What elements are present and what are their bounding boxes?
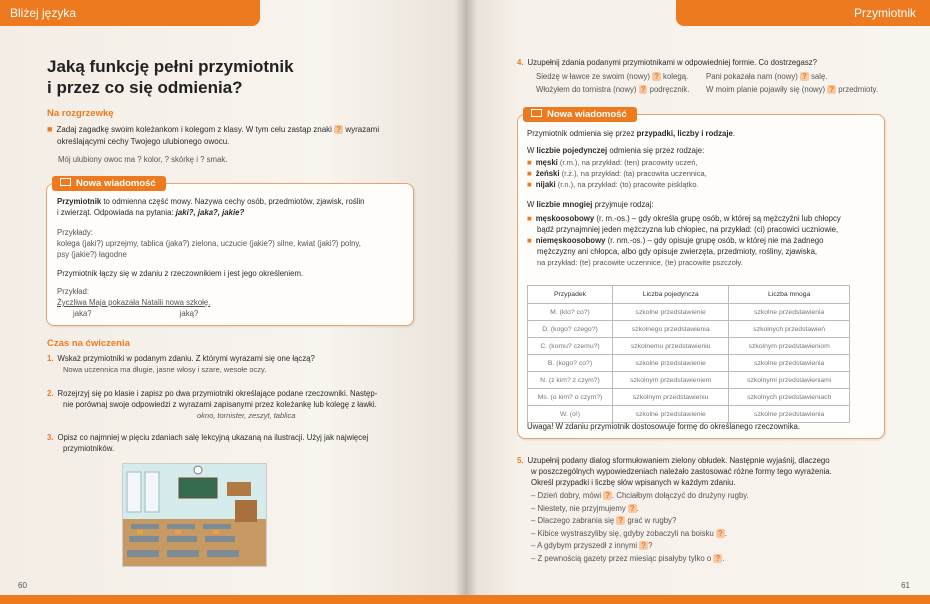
plural-genders: ■ męskoosobowy (r. m.-os.) – gdy określa grupę osób, w której są mężczyźni lub chłopcy bądź przynajmniej jeden mężczyzna lub chłopiec, na przykład: (ci) pracowici uczniowie, ■ niemęskoosobowy (r. nm.-os.) – gdy opisuje grupę osób, w której nie ma żadnego mężczyzny ani chłopca, albo gdy opisuje zwierzęta, przedmioty, rośliny, zjawiska, na przykład: (te) pracowite uczennice, (te) pracowite pszczoły. (527, 214, 841, 267)
table-header: Przypadek (528, 286, 613, 304)
table-header: Liczba pojedyncza (613, 286, 729, 304)
envelope-icon (60, 178, 71, 186)
table-row (528, 355, 850, 372)
book-gutter (455, 0, 477, 604)
ex4-sentence-4: W moim planie pojawiły się (nowy) ? przedmioty. (706, 85, 878, 94)
table-header-row (528, 286, 850, 304)
dialog-line: – Dlaczego zabrania się ? grać w rugby? (531, 516, 677, 525)
warmup-text: ■ Zadaj zagadkę swoim koleżankom i kolegom z klasy. W tym celu zastąp znaki ? wyrazami określającymi cechy Twojego ulubionego owocu. (47, 124, 380, 146)
table-row (528, 372, 850, 389)
table-cell: szkolne przedstawienie (613, 406, 729, 423)
ex4-sentence-2: Pani pokazała nam (nowy) ? salę. (706, 72, 828, 81)
table-cell: szkolnymi przedstawieniami (729, 372, 850, 389)
header-tab-left: Bliżej języka (0, 0, 260, 26)
table-header: Liczba mnoga (729, 286, 850, 304)
table-cell: C. (komu? czemu?) (528, 338, 613, 355)
table-row (528, 406, 850, 423)
table-cell: szkolnych przedstawień (729, 321, 850, 338)
table-cell: szkolnego przedstawienia (613, 321, 729, 338)
note-text: Uwaga! W zdaniu przymiotnik dostosowuje formę do określanego rzeczownika. (527, 422, 801, 431)
definition-text: Przymiotnik to odmienna część mowy. Nazywa cechy osób, przedmiotów, zjawisk, roślin i zwierząt. Odpowiada na pytania: jaki?, jaka?, jakie? (57, 197, 365, 217)
singular-genders: ■ męski (r.m.), na przykład: (ten) pracowity uczeń, ■ żeński (r.ż.), na przykład: (ta) pracowita uczennica, ■ nijaki (r.n.), na przykład: (to) pracowite pisklątko. (527, 158, 707, 189)
dialog-line: – A gdybym przyszedł z innymi ? ? (531, 541, 653, 550)
dialog-line: – Niestety, nie przyjmujemy ? . (531, 503, 639, 513)
table-cell: szkolnemu przedstawieniu (613, 338, 729, 355)
news-label-left: Nowa wiadomość (52, 176, 166, 191)
table-cell: szkolne przedstawienia (729, 355, 850, 372)
warmup-example: Mój ulubiony owoc ma ? kolor, ? skórkę i ? smak. (58, 155, 228, 164)
table-cell: M. (kto? co?) (528, 304, 613, 321)
page-title: Jaką funkcję pełni przymiotnik i przez co się odmienia? (47, 57, 294, 97)
ex4-sentence-1: Siedzę w ławce ze swoim (nowy) ? kolegą. (536, 72, 689, 81)
exercise-5: 5. Uzupełnij podany dialog sformułowaniem zielony obłudek. Następnie wyjaśnij, dlaczego w poszczególnych wypowiedzeniach należało zastosować różne formy tego wyrażenia. Określ przypadki i liczbę słów wpisanych w każdym zdaniu. (517, 456, 832, 487)
table-cell: szkolne przedstawienia (729, 304, 850, 321)
table-cell: W. (o!) (528, 406, 613, 423)
table-row (528, 321, 850, 338)
table-cell: N. (z kim? z czym?) (528, 372, 613, 389)
warmup-heading: Na rozgrzewkę (47, 108, 114, 119)
exercise-1: 1. Wskaż przymiotniki w podanym zdaniu. Z którymi wyrazami się one łączą? Nowa uczennica ma długie, jasne włosy i szare, wesołe oczy. (47, 354, 315, 374)
table-cell: Ms. (o kim? o czym?) (528, 389, 613, 406)
example-block: Przykład: Życzliwa Maja pokazała Natalii nowa szkołę. jaka? jaką? (57, 287, 211, 318)
table-cell: B. (kogo? co?) (528, 355, 613, 372)
table-cell: szkolnym przedstawieniem (613, 372, 729, 389)
dialog-line: – Z pewnością gazety przez miesiąc pisałyby tylko o ? . (531, 553, 725, 563)
plural-intro: W liczbie mnogiej przyjmuje rodzaj: (527, 200, 654, 209)
table-cell: szkolne przedstawienia (729, 406, 850, 423)
bottom-bar (0, 595, 930, 604)
page-number-right: 61 (901, 581, 910, 590)
page-number-left: 60 (18, 581, 27, 590)
exercises-heading: Czas na ćwiczenia (47, 338, 130, 349)
exercise-2: 2. Rozejrzyj się po klasie i zapisz po dwa przymiotniki określające podane rzeczowniki. Następ- nie porównaj swoje odpowiedzi z wyrazami zapisanymi przez koleżankę lub kolegę z ławki. okno, tornister, zeszyt, tablica (47, 389, 378, 420)
dialog-line: – Kibice wystraszyliby się, gdyby zobaczyli na boisku ? . (531, 528, 727, 538)
table-cell: szkolnych przedstawieniach (729, 389, 850, 406)
singular-intro: W liczbie pojedynczej odmienia się przez rodzaje: (527, 146, 705, 155)
news-label-right: Nowa wiadomość (523, 107, 637, 122)
header-tab-right: Przymiotnik (676, 0, 930, 26)
examples-block: Przykłady: kolega (jaki?) uprzejmy, tablica (jaka?) zielona, uczucie (jakie?) silne, kwiat (jaki?) polny, psy (jakie?) łagodne (57, 228, 361, 259)
ex4-sentence-3: Włożyłem do tornistra (nowy) ? podręcznik. (536, 85, 690, 94)
dialog-line: – Dzień dobry, mówi ? . Chciałbym dołączyć do drużyny rugby. (531, 491, 749, 500)
table-cell: szkolnym przedstawieniom (729, 338, 850, 355)
exercise-3: 3. Opisz co najmniej w pięciu zdaniach salę lekcyjną ukazaną na ilustracji. Użyj jak najwięcej przymiotników. (47, 433, 369, 453)
table-row (528, 389, 850, 406)
table-row (528, 338, 850, 355)
classroom-picture (123, 464, 266, 566)
declension-table (527, 285, 850, 423)
envelope-icon (531, 109, 542, 117)
classroom-illustration (122, 463, 267, 567)
table-cell: szkolne przedstawienie (613, 304, 729, 321)
table-cell: D. (kogo? czego?) (528, 321, 613, 338)
dialog-block (531, 490, 911, 565)
table-cell: szkolne przedstawienie (613, 355, 729, 372)
table-row (528, 304, 850, 321)
connect-text: Przymiotnik łączy się w zdaniu z rzeczownikiem i jest jego określeniem. (57, 269, 304, 278)
declension-intro: Przymiotnik odmienia się przez przypadki, liczby i rodzaje. (527, 129, 736, 138)
table-cell: szkolnym przedstawieniu (613, 389, 729, 406)
exercise-4: 4. Uzupełnij zdania podanymi przymiotnikami w odpowiedniej formie. Co dostrzegasz? (517, 58, 818, 67)
